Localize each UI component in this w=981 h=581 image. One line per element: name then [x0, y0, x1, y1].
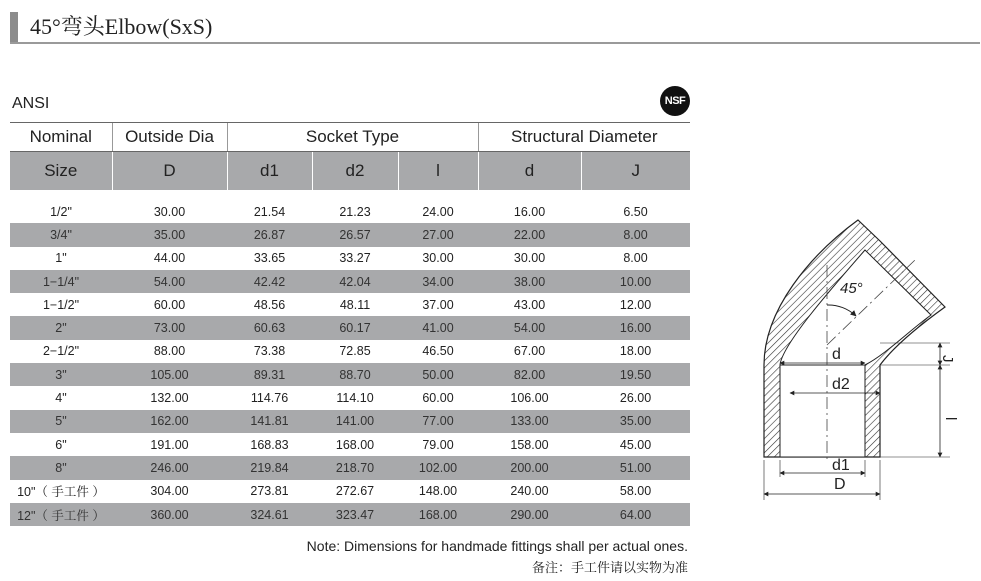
table-cell: 8.00: [623, 251, 648, 266]
dim-d1-label: d1: [832, 457, 850, 474]
table-cell: 273.81: [250, 484, 289, 499]
header-nominal: Nominal: [10, 123, 112, 152]
table-cell: 1−1/4": [10, 270, 112, 293]
table-cell: 45.00: [619, 437, 652, 452]
table-cell: 360.00: [112, 503, 227, 526]
table-cell: 88.70: [312, 363, 398, 386]
table-cell: 48.56: [253, 297, 286, 312]
table-cell: 16.00: [513, 204, 546, 219]
table-cell: 54.00: [478, 316, 581, 339]
table-cell: 37.00: [422, 297, 454, 312]
table-cell: 272.67: [335, 484, 375, 499]
header-D: D: [112, 152, 227, 191]
table-cell: 8.00: [581, 223, 690, 246]
table-row: [10, 316, 690, 339]
table-cell: 19.50: [581, 363, 690, 386]
table-cell: 41.00: [398, 316, 478, 339]
header-outside-dia: Outside Dia: [112, 123, 227, 152]
table-cell: 304.00: [150, 484, 189, 499]
table-cell: 10"（ 手工件 ）: [17, 485, 105, 500]
table-cell: 51.00: [581, 456, 690, 479]
table-cell: 43.00: [513, 297, 546, 312]
table-cell: 30.00: [153, 204, 186, 219]
table-cell: 35.00: [112, 223, 227, 246]
table-cell: 30.00: [513, 251, 546, 266]
table-cell: 60.63: [227, 316, 312, 339]
table-cell: 35.00: [581, 410, 690, 433]
header-l: l: [398, 152, 478, 191]
table-cell: 3/4": [10, 223, 112, 246]
dim-J-label: J: [939, 355, 956, 363]
dim-l-label: l: [942, 417, 959, 421]
table-cell: 60.00: [153, 297, 186, 312]
standard-label: ANSI: [12, 95, 50, 112]
table-cell: 72.85: [339, 344, 371, 359]
table-cell: 60.00: [422, 391, 454, 406]
table-cell: 50.00: [398, 363, 478, 386]
table-cell: 4": [55, 391, 67, 406]
table-cell: 290.00: [478, 503, 581, 526]
table-cell: 34.00: [398, 270, 478, 293]
table-cell: 191.00: [150, 437, 189, 452]
table-row: [10, 223, 690, 246]
table-cell: 6": [55, 437, 67, 452]
table-cell: 82.00: [478, 363, 581, 386]
note-english: Note: Dimensions for handmade fittings shall per actual ones.: [306, 538, 688, 554]
title-divider: [10, 42, 980, 44]
table-cell: 133.00: [478, 410, 581, 433]
header-J: J: [581, 152, 690, 191]
table-cell: 219.84: [227, 456, 312, 479]
table-cell: 5": [10, 410, 112, 433]
table-cell: 42.04: [312, 270, 398, 293]
dim-d2-label: d2: [832, 376, 850, 393]
table-row: [10, 410, 690, 433]
table-cell: 141.81: [227, 410, 312, 433]
title-accent-bar: [10, 12, 18, 42]
table-cell: 33.65: [253, 251, 286, 266]
table-cell: 22.00: [478, 223, 581, 246]
table-cell: 42.42: [227, 270, 312, 293]
elbow-technical-drawing: [750, 205, 965, 505]
table-cell: 200.00: [478, 456, 581, 479]
table-cell: 1/2": [50, 204, 72, 219]
table-row: [10, 293, 690, 316]
table-cell: 3": [10, 363, 112, 386]
dim-D-label: D: [834, 476, 846, 493]
table-cell: 73.38: [253, 344, 286, 359]
header-structural-diameter: Structural Diameter: [478, 123, 690, 152]
table-cell: 168.83: [250, 437, 289, 452]
table-cell: 26.57: [312, 223, 398, 246]
table-cell: 218.70: [312, 456, 398, 479]
table-cell: 27.00: [398, 223, 478, 246]
table-cell: 2−1/2": [42, 344, 80, 359]
table-row: [10, 386, 690, 409]
table-cell: 77.00: [398, 410, 478, 433]
table-cell: 12"（ 手工件 ）: [10, 503, 112, 526]
table-row: [10, 503, 690, 526]
table-cell: 54.00: [112, 270, 227, 293]
note-chinese: 备注：手工件请以实物为准: [531, 561, 688, 576]
table-cell: 6.50: [623, 204, 648, 219]
table-cell: 1": [55, 251, 67, 266]
table-cell: 12.00: [619, 297, 652, 312]
table-cell: 64.00: [581, 503, 690, 526]
angle-label: 45°: [840, 280, 863, 297]
group-header-row: [10, 123, 690, 152]
table-cell: 21.23: [339, 204, 371, 219]
table-row: [10, 270, 690, 293]
nsf-certification-logo: NSF: [660, 86, 690, 116]
table-cell: 8": [10, 456, 112, 479]
table-cell: 148.00: [418, 484, 458, 499]
table-cell: 60.17: [312, 316, 398, 339]
table-row: [10, 480, 690, 503]
table-row: [10, 363, 690, 386]
table-row: [10, 200, 690, 223]
table-row: [10, 433, 690, 456]
table-cell: 18.00: [619, 344, 652, 359]
table-cell: 114.10: [336, 391, 374, 406]
table-cell: 26.00: [619, 391, 652, 406]
table-cell: 323.47: [312, 503, 398, 526]
table-row: [10, 247, 690, 270]
table-cell: 1−1/2": [42, 297, 80, 312]
table-cell: 106.00: [510, 391, 549, 406]
table-cell: 46.50: [422, 344, 454, 359]
header-d2: d2: [312, 152, 398, 191]
table-cell: 16.00: [581, 316, 690, 339]
table-cell: 26.87: [227, 223, 312, 246]
sub-header-row: [10, 152, 690, 191]
table-cell: 89.31: [227, 363, 312, 386]
table-cell: 158.00: [510, 437, 549, 452]
table-row: [10, 340, 690, 363]
table-cell: 2": [10, 316, 112, 339]
table-cell: 114.76: [250, 391, 289, 406]
table-cell: 67.00: [513, 344, 546, 359]
table-row: [10, 456, 690, 479]
table-cell: 102.00: [398, 456, 478, 479]
header-d1: d1: [227, 152, 312, 191]
table-cell: 48.11: [339, 297, 371, 312]
header-d: d: [478, 152, 581, 191]
table-cell: 73.00: [112, 316, 227, 339]
table-cell: 132.00: [150, 391, 189, 406]
header-size: Size: [10, 152, 112, 191]
table-cell: 141.00: [312, 410, 398, 433]
table-cell: 324.61: [227, 503, 312, 526]
header-socket-type: Socket Type: [227, 123, 478, 152]
table-cell: 58.00: [619, 484, 652, 499]
table-cell: 168.00: [335, 437, 375, 452]
table-cell: 240.00: [510, 484, 549, 499]
table-cell: 24.00: [422, 204, 454, 219]
dim-d-label: d: [832, 346, 841, 363]
table-cell: 88.00: [153, 344, 186, 359]
table-cell: 38.00: [478, 270, 581, 293]
table-cell: 246.00: [112, 456, 227, 479]
table-cell: 168.00: [398, 503, 478, 526]
page-title: 45°弯头Elbow(SxS): [30, 14, 213, 39]
table-cell: 79.00: [422, 437, 454, 452]
table-cell: 162.00: [112, 410, 227, 433]
table-cell: 10.00: [581, 270, 690, 293]
table-cell: 33.27: [339, 251, 371, 266]
table-cell: 105.00: [112, 363, 227, 386]
table-cell: 44.00: [153, 251, 186, 266]
dimension-table: [10, 122, 690, 526]
table-cell: 21.54: [253, 204, 286, 219]
table-cell: 30.00: [422, 251, 454, 266]
